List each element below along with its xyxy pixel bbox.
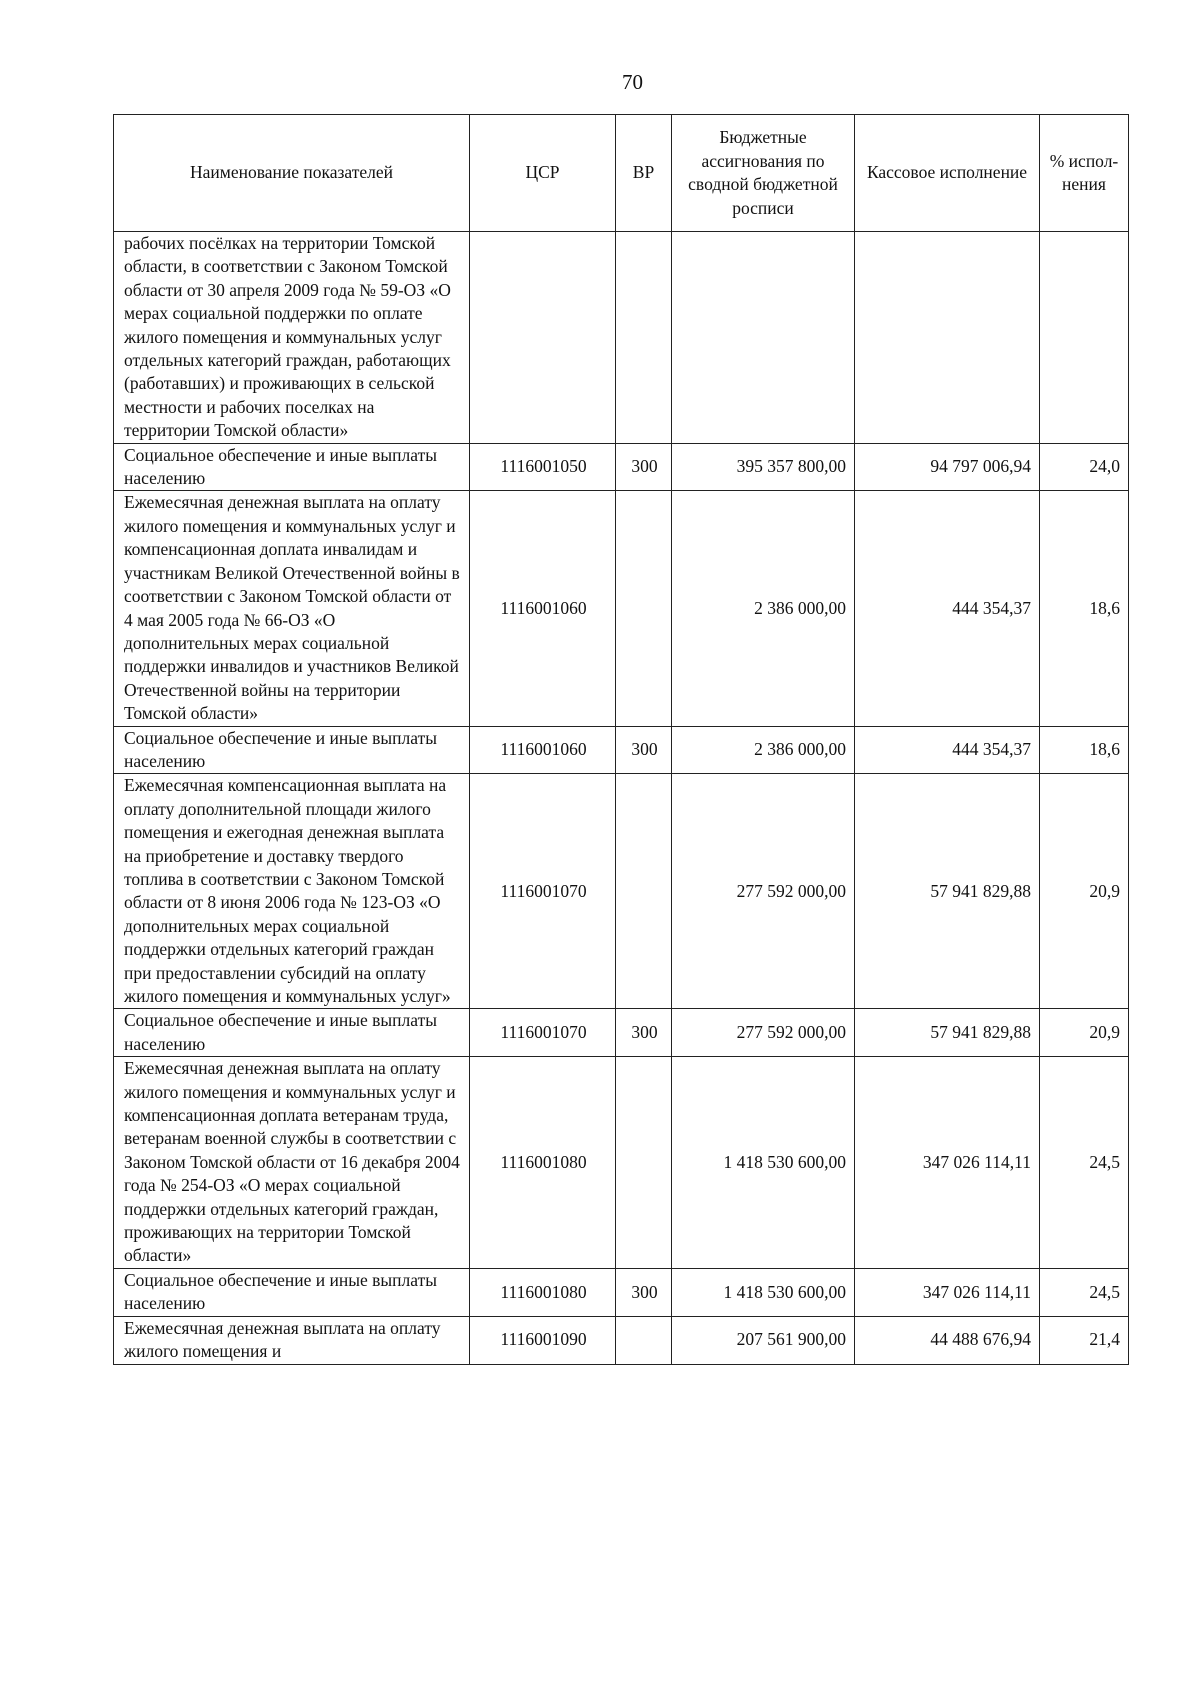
row-cash: 57 941 829,88	[855, 1009, 1040, 1057]
row-csr: 1116001080	[470, 1268, 616, 1316]
row-cash: 57 941 829,88	[855, 774, 1040, 1009]
row-name: Социальное обеспечение и иные выплаты населению	[114, 443, 470, 491]
row-cash: 44 488 676,94	[855, 1316, 1040, 1364]
row-csr	[470, 232, 616, 444]
row-vr	[616, 232, 672, 444]
header-name: Наименование показателей	[114, 115, 470, 232]
row-name: Ежемесячная денежная выплата на оплату жилого помещения и	[114, 1316, 470, 1364]
row-name: Социальное обеспечение и иные выплаты населению	[114, 726, 470, 774]
row-csr: 1116001060	[470, 491, 616, 726]
table-row	[114, 232, 1129, 444]
row-pct: 24,5	[1040, 1057, 1129, 1269]
table-row	[114, 1316, 1129, 1364]
table-row	[114, 1057, 1129, 1269]
header-cash: Кассовое исполнение	[855, 115, 1040, 232]
row-vr: 300	[616, 1009, 672, 1057]
row-vr	[616, 1057, 672, 1269]
row-pct: 24,0	[1040, 443, 1129, 491]
row-pct: 20,9	[1040, 1009, 1129, 1057]
row-pct: 21,4	[1040, 1316, 1129, 1364]
row-vr: 300	[616, 443, 672, 491]
table-row	[114, 726, 1129, 774]
row-csr: 1116001070	[470, 774, 616, 1009]
row-vr: 300	[616, 726, 672, 774]
header-budget: Бюджетные ассигнования по сводной бюджетной росписи	[672, 115, 855, 232]
row-name: Ежемесячная денежная выплата на оплату жилого помещения и коммунальных услуг и компенсационная доплата инвалидам и участникам Великой Отечественной войны в соответствии с Законом Томской области от 4 мая 2005 года № 66-ОЗ «О дополнительных мерах социальной поддержки инвалидов и участников Великой Отечественной войны на территории Томской области»	[114, 491, 470, 726]
row-cash: 444 354,37	[855, 726, 1040, 774]
row-csr: 1116001050	[470, 443, 616, 491]
header-vr: ВР	[616, 115, 672, 232]
row-budget: 2 386 000,00	[672, 491, 855, 726]
table-row	[114, 1268, 1129, 1316]
row-budget	[672, 232, 855, 444]
row-budget: 395 357 800,00	[672, 443, 855, 491]
row-vr	[616, 491, 672, 726]
row-pct: 18,6	[1040, 726, 1129, 774]
row-pct: 24,5	[1040, 1268, 1129, 1316]
row-budget: 277 592 000,00	[672, 774, 855, 1009]
row-csr: 1116001070	[470, 1009, 616, 1057]
row-cash	[855, 232, 1040, 444]
row-cash: 94 797 006,94	[855, 443, 1040, 491]
row-vr	[616, 1316, 672, 1364]
header-csr: ЦСР	[470, 115, 616, 232]
row-name: Социальное обеспечение и иные выплаты населению	[114, 1009, 470, 1057]
row-budget: 277 592 000,00	[672, 1009, 855, 1057]
row-csr: 1116001090	[470, 1316, 616, 1364]
row-name: Ежемесячная денежная выплата на оплату жилого помещения и коммунальных услуг и компенсационная доплата ветеранам труда, ветеранам военной службы в соответствии с Законом Томской области от 16 декабря 2004 года № 254-ОЗ «О мерах социальной поддержки отдельных категорий граждан, проживающих на территории Томской области»	[114, 1057, 470, 1269]
row-budget: 2 386 000,00	[672, 726, 855, 774]
header-pct: % испол-нения	[1040, 115, 1129, 232]
budget-table	[113, 114, 1129, 1365]
table-row	[114, 1009, 1129, 1057]
row-csr: 1116001080	[470, 1057, 616, 1269]
row-pct: 18,6	[1040, 491, 1129, 726]
table-row	[114, 443, 1129, 491]
row-name: рабочих посёлках на территории Томской области, в соответствии с Законом Томской области от 30 апреля 2009 года № 59-ОЗ «О мерах социальной поддержки по оплате жилого помещения и коммунальных услуг отдельных категорий граждан, работающих (работавших) и проживающих в сельской местности и рабочих поселках на территории Томской области»	[114, 232, 470, 444]
row-budget: 1 418 530 600,00	[672, 1057, 855, 1269]
row-vr: 300	[616, 1268, 672, 1316]
row-budget: 207 561 900,00	[672, 1316, 855, 1364]
table-row	[114, 491, 1129, 726]
row-pct	[1040, 232, 1129, 444]
row-cash: 444 354,37	[855, 491, 1040, 726]
row-vr	[616, 774, 672, 1009]
row-cash: 347 026 114,11	[855, 1057, 1040, 1269]
row-csr: 1116001060	[470, 726, 616, 774]
row-name: Ежемесячная компенсационная выплата на оплату дополнительной площади жилого помещения и ежегодная денежная выплата на приобретение и доставку твердого топлива в соответствии с Законом Томской области от 8 июня 2006 года № 123-ОЗ «О дополнительных мерах социальной поддержки отдельных категорий граждан при предоставлении субсидий на оплату жилого помещения и коммунальных услуг»	[114, 774, 470, 1009]
row-budget: 1 418 530 600,00	[672, 1268, 855, 1316]
row-name: Социальное обеспечение и иные выплаты населению	[114, 1268, 470, 1316]
table-row	[114, 774, 1129, 1009]
row-cash: 347 026 114,11	[855, 1268, 1040, 1316]
row-pct: 20,9	[1040, 774, 1129, 1009]
header-row	[114, 115, 1129, 232]
page-number: 70	[622, 70, 643, 94]
